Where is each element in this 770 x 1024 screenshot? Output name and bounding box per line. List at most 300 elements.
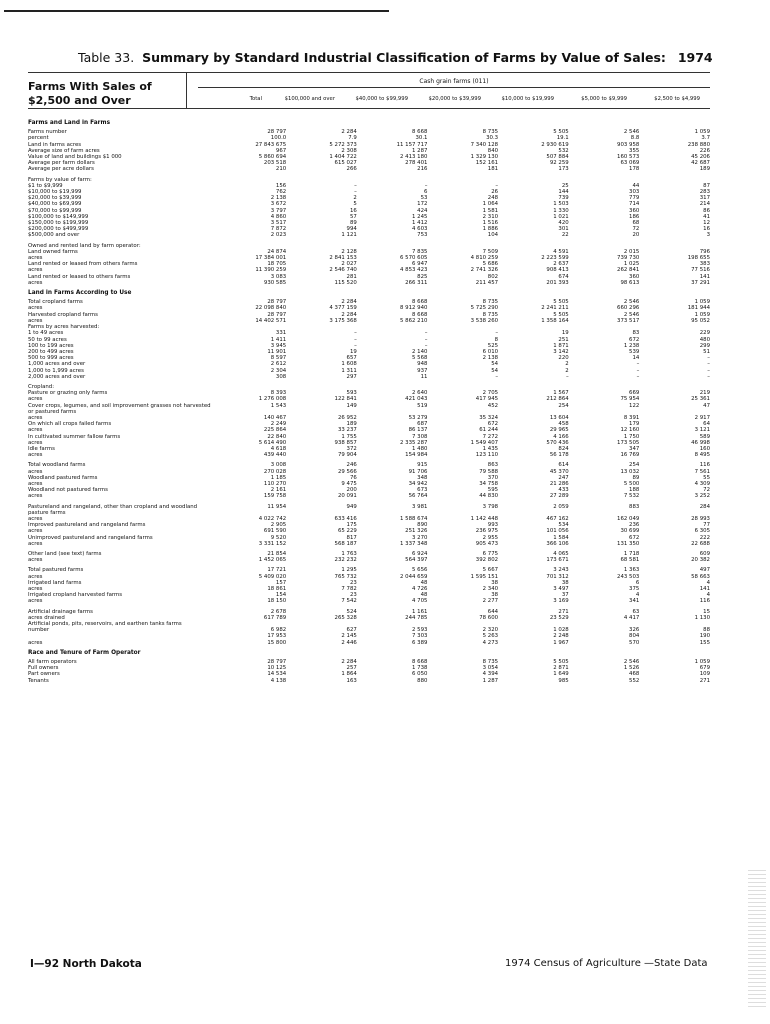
cell-value: 173 671 — [546, 557, 569, 564]
section-header-row — [28, 286, 710, 299]
cell-value: – — [424, 330, 428, 337]
cell-value: 20 — [632, 232, 640, 239]
cell-value: 236 — [629, 522, 640, 529]
cell-value: 8 668 — [412, 311, 428, 318]
cell-value: 5 272 373 — [329, 141, 357, 148]
cell-value: 11 901 — [267, 348, 287, 355]
cell-value: 89 — [349, 220, 357, 227]
column-header-row — [198, 96, 710, 108]
cell-value: 110 270 — [263, 480, 287, 487]
cell-value: 994 — [346, 226, 357, 233]
cell-value: 863 — [487, 462, 499, 469]
row-label: $70,000 to $99,999 — [28, 207, 82, 214]
cell-value: 915 — [417, 462, 428, 469]
cell-value: 303 — [629, 189, 640, 196]
cell-value: 1 549 407 — [470, 439, 499, 446]
cell-value: 7 340 128 — [470, 141, 499, 148]
cell-value: 55 — [703, 474, 710, 481]
cell-value: 21 286 — [549, 480, 569, 487]
cell-value: 86 — [703, 207, 710, 214]
cell-value: 308 — [275, 373, 287, 380]
cell-value: 78 600 — [479, 614, 499, 621]
cell-value: 905 473 — [475, 540, 499, 547]
cell-value: 1 412 — [412, 220, 428, 227]
cell-value: 63 — [632, 608, 640, 615]
cell-value: 189 — [699, 166, 710, 173]
cell-value: 46 998 — [691, 439, 710, 446]
cell-value: 4 309 — [694, 480, 710, 487]
cell-value: – — [566, 373, 569, 380]
cell-value: 162 049 — [617, 515, 640, 522]
cell-value: 3 798 — [482, 503, 499, 510]
cell-value: 673 — [417, 487, 428, 494]
row-label: Harvested cropland farms — [28, 311, 98, 318]
cell-value: – — [707, 373, 710, 380]
cell-value: 4 — [706, 579, 710, 586]
cell-value: 817 — [346, 534, 357, 541]
cell-value: 627 — [346, 627, 357, 634]
cell-value: 660 296 — [617, 305, 640, 312]
top-rule — [4, 10, 389, 12]
cell-value: 201 393 — [546, 279, 569, 286]
cell-value: 16 — [349, 207, 357, 214]
cell-value: 840 — [487, 147, 499, 154]
cell-value: 1 238 — [623, 342, 640, 349]
cell-value: 497 — [699, 567, 710, 574]
cell-value: 37 291 — [691, 279, 710, 286]
cell-value: 284 — [699, 503, 710, 510]
cell-value: 254 — [558, 402, 569, 409]
cell-value: 507 884 — [546, 154, 569, 161]
cell-value: 246 — [346, 462, 357, 469]
cell-value: 220 — [558, 355, 569, 362]
cell-value: 6 305 — [694, 528, 710, 535]
row-label: Land in farms acres — [28, 141, 82, 148]
cell-value: 2 044 659 — [400, 573, 428, 580]
row-label: Idle farms — [28, 445, 55, 452]
cell-value: 8 735 — [482, 659, 499, 666]
row-label: Full owners — [28, 665, 59, 672]
cell-value: 54 — [491, 361, 499, 368]
cell-value: 72 — [703, 487, 710, 494]
cell-value: 4 705 — [412, 598, 428, 605]
cell-value: 247 — [558, 474, 569, 481]
cell-value: 8 495 — [694, 452, 710, 459]
cell-value: 1 404 722 — [329, 154, 357, 161]
cell-value: 1 358 164 — [541, 317, 569, 324]
cell-value: 2 304 — [270, 367, 287, 374]
cell-value: 2 612 — [270, 361, 287, 368]
cell-value: 467 162 — [546, 515, 569, 522]
cell-value: 7 561 — [694, 468, 710, 475]
row-label: acres — [28, 493, 43, 500]
cell-value: 10 125 — [267, 665, 287, 672]
cell-value: 2 955 — [482, 534, 499, 541]
cell-value: – — [354, 330, 357, 337]
row-label: acres — [28, 427, 43, 434]
cell-value: 51 — [703, 348, 710, 355]
cell-value: 880 — [417, 677, 428, 684]
cell-value: 568 187 — [334, 540, 357, 547]
cell-value: 26 — [491, 189, 499, 196]
cell-value: 13 604 — [549, 414, 569, 421]
cell-value: 433 — [558, 487, 569, 494]
cell-value: 141 — [699, 273, 710, 280]
row-label: All farm operators — [28, 659, 77, 666]
cell-value: 7 542 — [341, 598, 357, 605]
cell-value: 1 584 — [553, 534, 569, 541]
cell-value: 30 699 — [620, 528, 640, 535]
cell-value: 44 — [632, 182, 640, 189]
cell-value: 3 331 152 — [258, 540, 287, 547]
cell-value: 1 295 — [341, 567, 357, 574]
cell-value: 570 — [629, 639, 640, 646]
cell-value: 4 603 — [412, 226, 428, 233]
cell-value: 589 — [699, 433, 710, 440]
cell-value: 967 — [275, 147, 287, 154]
cell-value: 1 588 674 — [400, 515, 428, 522]
cell-value: 87 — [703, 182, 710, 189]
cell-value: 2 — [353, 195, 357, 202]
cell-value: 27 843 675 — [255, 141, 287, 148]
cell-value: 48 — [420, 579, 428, 586]
cell-value: 38 — [491, 592, 499, 599]
cell-value: 7 303 — [412, 633, 428, 640]
cell-value: 123 110 — [475, 452, 499, 459]
cell-value: 6 010 — [482, 348, 499, 355]
cell-value: 2 741 326 — [470, 267, 499, 274]
cell-value: 2 546 — [623, 129, 640, 136]
cell-value: 3 252 — [694, 493, 710, 500]
cell-value: 79 904 — [337, 452, 357, 459]
cell-value: 181 944 — [687, 305, 710, 312]
cell-value: 1 287 — [412, 147, 428, 154]
row-label: Total pastured farms — [28, 567, 84, 574]
cell-value: 3 008 — [270, 462, 287, 469]
cell-value: 115 520 — [334, 279, 357, 286]
cell-value: 17 384 001 — [255, 255, 287, 262]
cell-value: 7 872 — [270, 226, 287, 233]
cell-value: 251 326 — [405, 528, 428, 535]
cell-value: 5 505 — [553, 299, 569, 306]
cell-value: 254 — [629, 462, 640, 469]
cell-value: – — [707, 361, 710, 368]
cell-value: 281 — [346, 273, 357, 280]
cell-value: 1 738 — [412, 665, 428, 672]
cell-value: 930 585 — [263, 279, 287, 286]
cell-value: 2 140 — [412, 348, 428, 355]
cell-value: 2 248 — [553, 633, 569, 640]
cell-value: 993 — [487, 522, 499, 529]
cell-value: 2 546 740 — [329, 267, 357, 274]
row-label: Average per acre dollars — [28, 166, 94, 173]
cell-value: 189 — [346, 421, 357, 428]
table-body — [28, 116, 710, 684]
cell-value: 1 330 — [553, 207, 569, 214]
cell-value: 1 064 — [482, 201, 499, 208]
cell-value: 109 — [699, 671, 710, 678]
row-label: $10,000 to $19,999 — [28, 189, 82, 196]
cell-value: – — [707, 367, 710, 374]
cell-value: 937 — [417, 367, 428, 374]
cell-value: 317 — [699, 195, 710, 202]
title-year: 1974 — [677, 50, 713, 65]
cell-value: 1 059 — [694, 299, 710, 306]
cell-value: 190 — [699, 633, 710, 640]
cell-value: 908 413 — [546, 267, 569, 274]
cell-value: 1 021 — [553, 213, 569, 220]
cell-value: 1 337 348 — [400, 540, 428, 547]
scan-edge-artifact — [748, 870, 766, 1010]
column-header: Total — [249, 96, 262, 102]
row-label: acres — [28, 639, 43, 646]
row-label: 100 to 199 acres — [28, 342, 74, 349]
cell-value: 1 595 151 — [470, 573, 499, 580]
cell-value: 2 335 287 — [400, 439, 428, 446]
cell-value: 12 — [703, 220, 710, 227]
cell-value: 4 065 — [553, 551, 569, 557]
cell-value: 1 276 008 — [258, 396, 287, 403]
column-group-label: Cash grain farms (011) — [198, 78, 710, 88]
footer-source-label: 1974 Census of Agriculture —State Data — [505, 958, 708, 969]
cell-value: 7 272 — [482, 433, 499, 440]
cell-value: – — [424, 182, 428, 189]
row-label: 1 to 49 acres — [28, 330, 64, 337]
cell-value: 8.8 — [630, 135, 640, 142]
cell-value: 552 — [629, 677, 640, 684]
cell-value: 3 270 — [412, 534, 428, 541]
cell-value: 765 732 — [334, 573, 357, 580]
cell-value: 48 — [420, 592, 428, 599]
cell-value: 373 517 — [617, 317, 640, 324]
cell-value: – — [424, 336, 428, 343]
row-label: Farms by acres harvested: — [28, 324, 100, 331]
cell-value: 22 098 840 — [255, 305, 287, 312]
cell-value: 214 — [699, 201, 710, 208]
row-label: acres — [28, 573, 43, 580]
cell-value: 8 668 — [412, 129, 428, 136]
cell-value: 679 — [699, 665, 710, 672]
cell-value: 383 — [699, 261, 710, 268]
cell-value: 2 705 — [482, 390, 499, 397]
cell-value: 11 954 — [267, 503, 287, 510]
cell-value: 265 328 — [334, 614, 357, 621]
cell-value: 83 — [632, 330, 640, 337]
cell-value: 2 546 — [623, 299, 640, 306]
cell-value: 1 649 — [553, 671, 569, 678]
cell-value: 58 663 — [691, 573, 710, 580]
row-label: 2,000 acres and over — [28, 373, 86, 380]
cell-value: 480 — [699, 336, 710, 343]
cell-value: 2 284 — [341, 311, 357, 318]
cell-value: 25 — [561, 182, 569, 189]
cell-value: 6 570 605 — [400, 255, 428, 262]
cell-value: 88 — [703, 627, 710, 634]
cell-value: 140 467 — [263, 414, 287, 421]
row-label: acres — [28, 305, 43, 312]
cell-value: 23 — [349, 592, 357, 599]
cell-value: 229 — [699, 330, 710, 337]
cell-value: 19 — [349, 348, 357, 355]
cell-value: 2 546 — [623, 311, 640, 318]
cell-value: 762 — [275, 189, 287, 196]
cell-value: 179 — [629, 421, 640, 428]
cell-value: 421 043 — [405, 396, 428, 403]
cell-value: 75 954 — [620, 396, 640, 403]
cell-value: 3 — [706, 232, 710, 239]
cell-value: 98 613 — [620, 279, 640, 286]
cell-value: 804 — [629, 633, 640, 640]
cell-value: 149 — [346, 402, 357, 409]
cell-value: 4 860 — [270, 213, 287, 220]
cell-value: 65 229 — [337, 528, 357, 535]
cell-value: 3 243 — [553, 567, 569, 574]
cell-value: 198 655 — [687, 255, 710, 262]
cell-value: 28 797 — [267, 659, 287, 666]
cell-value: 439 440 — [263, 452, 287, 459]
cell-value: 3 672 — [270, 201, 287, 208]
cell-value: 1 608 — [341, 361, 357, 368]
cell-value: 2 841 153 — [329, 255, 357, 262]
cell-value: 25 361 — [691, 396, 710, 403]
cell-value: 17 953 — [267, 633, 287, 640]
cell-value: 2 640 — [412, 390, 428, 397]
cell-value: 13 032 — [620, 468, 640, 475]
cell-value: 2 145 — [341, 633, 357, 640]
cell-value: 2 413 180 — [400, 154, 428, 161]
row-label: Land owned farms — [28, 248, 78, 255]
cell-value: 278 401 — [405, 160, 428, 167]
cell-value: 21 854 — [267, 551, 287, 557]
cell-value: 7 532 — [623, 493, 640, 500]
row-label: Other land (see text) farms — [28, 551, 102, 557]
cell-value: 1 503 — [553, 201, 569, 208]
cell-value: 1 363 — [623, 567, 640, 574]
cell-value: 3 054 — [482, 665, 499, 672]
cell-value: 2 284 — [341, 659, 357, 666]
cell-value: 297 — [346, 373, 357, 380]
cell-value: 347 — [629, 445, 640, 452]
cell-value: 33 237 — [337, 427, 357, 434]
cell-value: 251 — [558, 336, 569, 343]
table-row — [28, 504, 710, 516]
cell-value: 2 277 — [482, 598, 499, 605]
cell-value: 1 121 — [341, 232, 357, 239]
cell-value: 2 249 — [270, 421, 287, 428]
cell-value: 20 382 — [691, 557, 710, 564]
cell-value: 372 — [346, 445, 357, 452]
row-label: acres — [28, 279, 43, 286]
title-prefix: Table 33. — [78, 50, 135, 65]
row-label: Farms by value of farm: — [28, 176, 92, 183]
cell-value: 100.0 — [270, 135, 287, 142]
cell-value: 8 735 — [482, 129, 499, 136]
row-label: 50 to 99 acres — [28, 336, 67, 343]
cell-value: 152 161 — [475, 160, 499, 167]
row-label: acres — [28, 414, 43, 421]
row-label: acres — [28, 396, 43, 403]
cell-value: 16 — [703, 226, 710, 233]
cell-value: 4 — [635, 592, 640, 599]
cell-value: 1 059 — [694, 311, 710, 318]
cell-value: 41 — [703, 213, 710, 220]
cell-value: 883 — [629, 503, 640, 510]
cell-value: 3.7 — [701, 135, 710, 142]
cell-value: 3 142 — [553, 348, 569, 355]
cell-value: 519 — [417, 402, 428, 409]
cell-value: – — [707, 355, 710, 362]
cell-value: 532 — [558, 147, 569, 154]
cell-value: 4 — [706, 592, 710, 599]
cell-value: 35 324 — [479, 414, 499, 421]
cell-value: 2 917 — [694, 414, 710, 421]
cell-value: 266 — [346, 166, 357, 173]
cell-value: 1 130 — [694, 614, 710, 621]
cell-value: 6 389 — [412, 639, 428, 646]
cell-value: 34 758 — [479, 480, 499, 487]
cell-value: 72 — [632, 226, 640, 233]
cell-value: 6 947 — [412, 261, 428, 268]
table-subhead: Farms With Sales of $2,500 and Over — [28, 80, 152, 107]
cell-value: 7 308 — [412, 433, 428, 440]
row-label: acres — [28, 480, 43, 487]
cell-value: 56 178 — [549, 452, 569, 459]
cell-value: 2 905 — [270, 522, 287, 529]
cell-value: 6 924 — [412, 551, 428, 557]
cell-value: 4 166 — [553, 433, 569, 440]
cell-value: 19 — [561, 330, 569, 337]
cell-value: 1 059 — [694, 129, 710, 136]
cell-value: 1 435 — [482, 445, 499, 452]
cell-value: 1 581 — [482, 207, 499, 214]
row-label: Cropland: — [28, 383, 55, 390]
cell-value: 173 — [558, 166, 569, 173]
cell-value: 5 860 694 — [258, 154, 287, 161]
row-label: Average per farm dollars — [28, 160, 95, 167]
cell-value: 534 — [558, 522, 569, 529]
cell-value: 257 — [346, 665, 357, 672]
row-label: Part owners — [28, 671, 60, 678]
cell-value: 68 — [632, 220, 640, 227]
cell-value: 331 — [275, 330, 287, 337]
cell-value: 1 329 130 — [470, 154, 499, 161]
cell-value: 8 393 — [270, 390, 287, 397]
cell-value: 825 — [417, 273, 428, 280]
cell-value: 219 — [699, 390, 710, 397]
cell-value: 15 — [703, 608, 710, 615]
cell-value: 5 505 — [553, 311, 569, 318]
cell-value: 104 — [487, 232, 499, 239]
cell-value: 262 841 — [617, 267, 640, 274]
cell-value: 53 279 — [408, 414, 428, 421]
cell-value: 5 505 — [553, 129, 569, 136]
cell-value: 5 500 — [623, 480, 640, 487]
cell-value: 154 984 — [405, 452, 428, 459]
cell-value: 175 — [346, 522, 357, 529]
row-label: acres drained — [28, 614, 65, 621]
cell-value: 672 — [629, 336, 640, 343]
row-label: $100,000 to $149,999 — [28, 213, 89, 220]
cell-value: 9 520 — [270, 534, 287, 541]
cell-value: 1 452 065 — [258, 557, 287, 564]
cell-value: 14 — [632, 355, 640, 362]
row-label: Average size of farm acres — [28, 147, 100, 154]
cell-value: 5 725 290 — [470, 305, 499, 312]
cell-value: 687 — [417, 421, 428, 428]
cell-value: 2 161 — [270, 487, 287, 494]
cell-value: 4 377 159 — [329, 305, 357, 312]
cell-value: 360 — [629, 273, 640, 280]
